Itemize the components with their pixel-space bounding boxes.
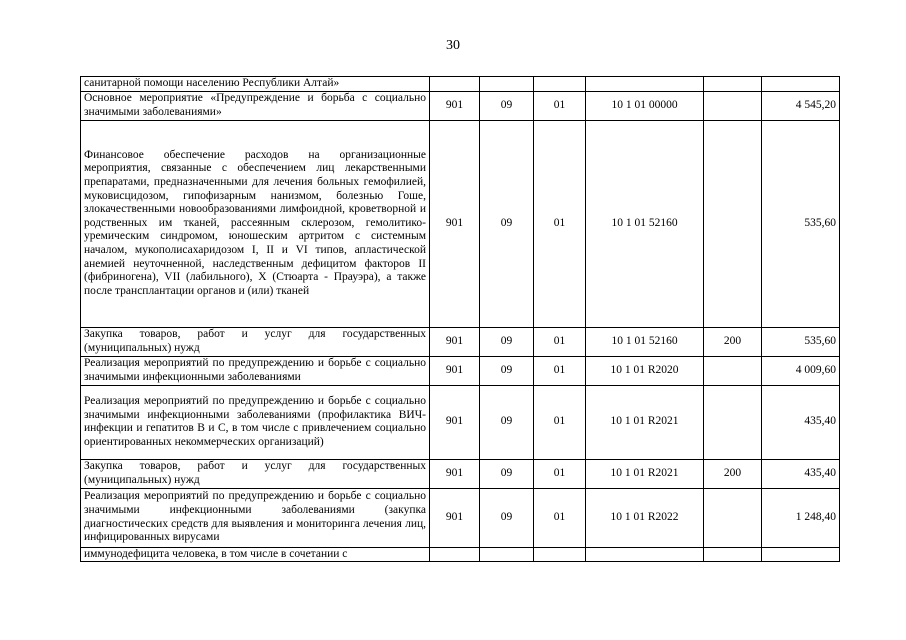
table-row bbox=[81, 327, 840, 356]
amount-cell: 435,40 bbox=[762, 459, 840, 488]
row-name-cell: Реализация мероприятий по предупреждению и борьбе с социально значимыми инфекционными заболеваниями (профилактика ВИЧ-инфекции и гепатитов B и C, в том числе с привлечением социально ориентированных некоммерческих организаций) bbox=[81, 385, 430, 459]
ministry-code-cell: 901 bbox=[430, 327, 480, 356]
amount-cell: 4 009,60 bbox=[762, 356, 840, 385]
ministry-code-cell: 901 bbox=[430, 385, 480, 459]
target-article-cell: 10 1 01 R2021 bbox=[586, 385, 704, 459]
expense-type-cell: 200 bbox=[704, 459, 762, 488]
amount-cell: 1 248,40 bbox=[762, 488, 840, 547]
amount-cell: 435,40 bbox=[762, 385, 840, 459]
table-row bbox=[81, 547, 840, 562]
row-name-cell: Закупка товаров, работ и услуг для государственных (муниципальных) нужд bbox=[81, 459, 430, 488]
subsection-code-cell: 01 bbox=[534, 327, 586, 356]
ministry-code-cell: 901 bbox=[430, 91, 480, 120]
row-name-cell: санитарной помощи населению Республики Алтай» bbox=[81, 77, 430, 92]
expense-type-cell bbox=[704, 91, 762, 120]
section-code-cell: 09 bbox=[480, 488, 534, 547]
ministry-code-cell: 901 bbox=[430, 459, 480, 488]
ministry-code-cell bbox=[430, 547, 480, 562]
ministry-code-cell: 901 bbox=[430, 120, 480, 327]
subsection-code-cell: 01 bbox=[534, 91, 586, 120]
table-row bbox=[81, 77, 840, 92]
section-code-cell: 09 bbox=[480, 459, 534, 488]
subsection-code-cell: 01 bbox=[534, 356, 586, 385]
expense-type-cell bbox=[704, 385, 762, 459]
table-row bbox=[81, 459, 840, 488]
ministry-code-cell bbox=[430, 77, 480, 92]
budget-table bbox=[80, 76, 840, 562]
row-name-cell: иммунодефицита человека, в том числе в сочетании с bbox=[81, 547, 430, 562]
section-code-cell bbox=[480, 77, 534, 92]
table-row bbox=[81, 91, 840, 120]
amount-cell: 535,60 bbox=[762, 327, 840, 356]
target-article-cell: 10 1 01 R2021 bbox=[586, 459, 704, 488]
table-row bbox=[81, 488, 840, 547]
ministry-code-cell: 901 bbox=[430, 356, 480, 385]
table-row bbox=[81, 120, 840, 327]
subsection-code-cell: 01 bbox=[534, 385, 586, 459]
ministry-code-cell: 901 bbox=[430, 488, 480, 547]
expense-type-cell bbox=[704, 77, 762, 92]
target-article-cell: 10 1 01 R2020 bbox=[586, 356, 704, 385]
amount-cell bbox=[762, 77, 840, 92]
target-article-cell bbox=[586, 77, 704, 92]
target-article-cell bbox=[586, 547, 704, 562]
amount-cell: 535,60 bbox=[762, 120, 840, 327]
expense-type-cell: 200 bbox=[704, 327, 762, 356]
target-article-cell: 10 1 01 00000 bbox=[586, 91, 704, 120]
subsection-code-cell bbox=[534, 547, 586, 562]
table-row bbox=[81, 356, 840, 385]
expense-type-cell bbox=[704, 120, 762, 327]
expense-type-cell bbox=[704, 488, 762, 547]
target-article-cell: 10 1 01 52160 bbox=[586, 120, 704, 327]
page-number: 30 bbox=[446, 38, 460, 53]
table-row bbox=[81, 385, 840, 459]
expense-type-cell bbox=[704, 547, 762, 562]
section-code-cell: 09 bbox=[480, 385, 534, 459]
section-code-cell bbox=[480, 547, 534, 562]
row-name-cell: Реализация мероприятий по предупреждению и борьбе с социально значимыми инфекционными заболеваниями (закупка диагностических средств для выявления и мониторинга лечения лиц, инфицированных вирусами bbox=[81, 488, 430, 547]
target-article-cell: 10 1 01 52160 bbox=[586, 327, 704, 356]
section-code-cell: 09 bbox=[480, 327, 534, 356]
subsection-code-cell: 01 bbox=[534, 459, 586, 488]
row-name-cell: Основное мероприятие «Предупреждение и борьба с социально значимыми заболеваниями» bbox=[81, 91, 430, 120]
expense-type-cell bbox=[704, 356, 762, 385]
target-article-cell: 10 1 01 R2022 bbox=[586, 488, 704, 547]
row-name-cell: Финансовое обеспечение расходов на организационные мероприятия, связанные с обеспечением лиц лекарственными препаратами, предназначенными для лечения больных гемофилией, муковисцидозом, гипофизарным нанизмом, болезнью Гоше, злокачественными новообразованиями лимфоидной, кроветворной и родственных им тканей, рассеянным склерозом, гемолитико-уремическим синдромом, юношеским артритом с системным началом, мукополисахаридозом I, II и VI типов, апластической анемией неуточненной, наследственным дефицитом факторов II (фибриногена), VII (лабильного), X (Стюарта - Прауэра), а также после трансплантации органов и (или) тканей bbox=[81, 120, 430, 327]
section-code-cell: 09 bbox=[480, 120, 534, 327]
row-name-cell: Реализация мероприятий по предупреждению и борьбе с социально значимыми инфекционными заболеваниями bbox=[81, 356, 430, 385]
row-name-cell: Закупка товаров, работ и услуг для государственных (муниципальных) нужд bbox=[81, 327, 430, 356]
section-code-cell: 09 bbox=[480, 356, 534, 385]
subsection-code-cell: 01 bbox=[534, 488, 586, 547]
amount-cell bbox=[762, 547, 840, 562]
section-code-cell: 09 bbox=[480, 91, 534, 120]
subsection-code-cell: 01 bbox=[534, 120, 586, 327]
subsection-code-cell bbox=[534, 77, 586, 92]
amount-cell: 4 545,20 bbox=[762, 91, 840, 120]
